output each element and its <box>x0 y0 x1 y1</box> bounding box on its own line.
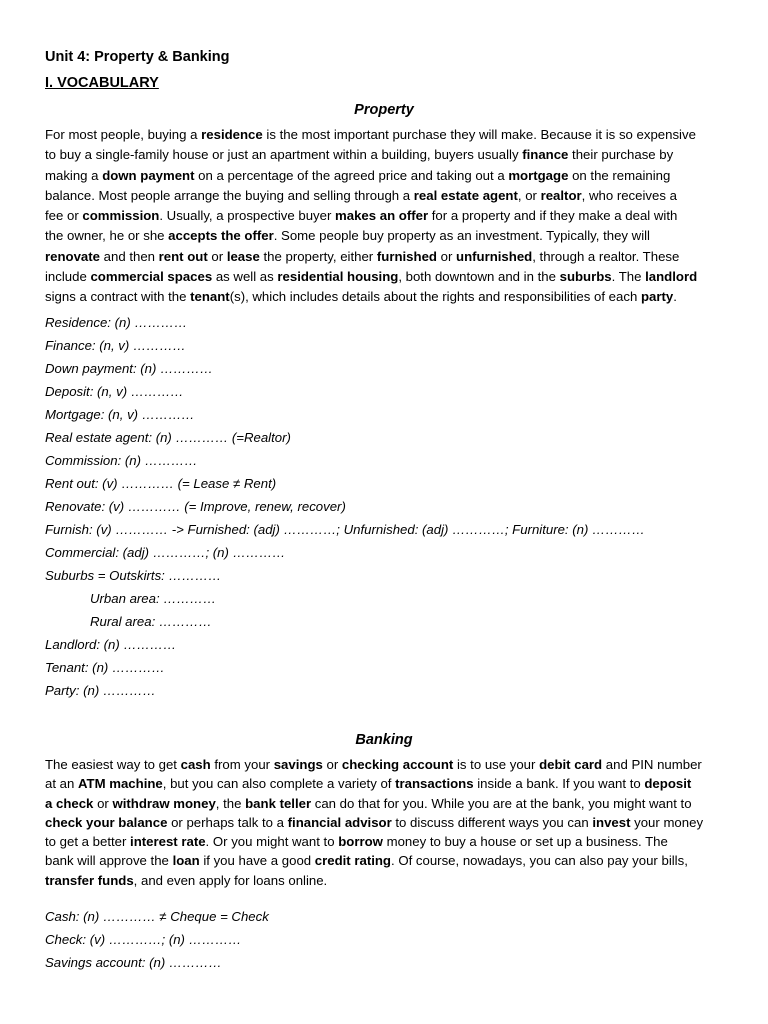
property-heading: Property <box>354 102 414 118</box>
key-term: real estate agent <box>413 187 518 203</box>
text-run: your money <box>630 814 704 830</box>
key-term: commercial spaces <box>90 269 213 285</box>
text-run: or <box>322 757 342 772</box>
text-run: the owner, he or she <box>45 228 169 244</box>
text-run: , or <box>517 187 541 203</box>
text-run: , both downtown and in the <box>398 269 560 285</box>
vocab-item: Suburbs = Outskirts: ………… <box>45 568 222 583</box>
text-run: on the remaining <box>568 167 671 183</box>
text-run: fee or <box>45 208 83 224</box>
key-term: landlord <box>645 269 698 285</box>
paragraph-line <box>45 774 725 793</box>
key-term: makes an offer <box>335 208 429 224</box>
text-run: or <box>436 248 457 264</box>
key-term: debit card <box>539 757 603 772</box>
text-run: on a percentage of the agreed price and taking out a <box>194 167 509 183</box>
property-vocab-list <box>45 311 645 702</box>
vocab-item: Down payment: (n) ………… <box>45 361 213 376</box>
key-term: check your balance <box>45 814 168 830</box>
vocab-item: Party: (n) ………… <box>45 683 156 698</box>
text-run: , the <box>215 795 246 811</box>
text-run: balance. Most people arrange the buying and selling through a <box>45 187 414 203</box>
key-term: cash <box>180 757 211 772</box>
key-term: renovate <box>45 248 100 264</box>
key-term: suburbs <box>559 269 612 285</box>
text-run: . Or you might want to <box>205 834 339 850</box>
key-term: rent out <box>158 248 208 264</box>
banking-vocab-list <box>45 905 269 974</box>
text-run: . Some people buy property as an investment. Typically, they will <box>273 228 650 244</box>
text-run: , but you can also complete a variety of <box>162 776 396 792</box>
text-run: . Usually, a prospective buyer <box>159 208 336 224</box>
vocab-item: Rent out: (v) ………… (= Lease ≠ Rent) <box>45 476 277 491</box>
text-run: their purchase by <box>568 147 674 163</box>
unit-title: Unit 4: Property & Banking <box>45 49 230 65</box>
vocab-item: Urban area: ………… <box>90 591 217 606</box>
key-term: checking account <box>341 757 454 772</box>
text-run: if you have a good <box>199 853 315 869</box>
paragraph-line <box>45 186 725 206</box>
vocab-item: Renovate: (v) ………… (= Improve, renew, recover) <box>45 499 346 514</box>
text-run: . Of course, nowadays, you can also pay your bills, <box>391 853 688 869</box>
text-run: or <box>93 795 113 811</box>
key-term: financial advisor <box>287 814 392 830</box>
paragraph-line <box>45 226 725 246</box>
text-run: for a property and if they make a deal with <box>428 208 678 224</box>
key-term: loan <box>172 853 200 869</box>
paragraph-line <box>45 851 725 870</box>
key-term: bank teller <box>245 795 312 811</box>
text-run: , and even apply for loans online. <box>133 872 328 888</box>
key-term: party <box>640 289 674 305</box>
key-term: deposit <box>644 776 692 792</box>
key-term: accepts the offer <box>168 228 274 244</box>
text-run: bank will approve the <box>45 853 173 869</box>
text-run: making a <box>45 167 103 183</box>
text-run: from your <box>210 757 274 772</box>
text-run: . <box>673 289 677 305</box>
text-run: signs a contract with the <box>45 289 191 305</box>
text-run: For most people, buying a <box>45 127 202 142</box>
key-term: lease <box>226 248 260 264</box>
vocab-item: Commission: (n) ………… <box>45 453 198 468</box>
key-term: ATM machine <box>78 776 163 792</box>
text-run: can do that for you. While you are at the bank, you might want to <box>311 795 692 811</box>
key-term: invest <box>592 814 631 830</box>
text-run: , who receives a <box>581 187 677 203</box>
text-run: or <box>207 248 227 264</box>
text-run: inside a bank. If you want to <box>473 776 645 792</box>
key-term: down payment <box>102 167 195 183</box>
key-term: withdraw money <box>112 795 216 811</box>
key-term: interest rate <box>130 834 206 850</box>
paragraph-line <box>45 755 725 774</box>
vocab-item: Cash: (n) ………… ≠ Cheque = Check <box>45 909 269 924</box>
text-run: The easiest way to get <box>45 757 181 772</box>
key-term: residence <box>201 127 263 142</box>
key-term: realtor <box>540 187 582 203</box>
key-term: tenant <box>190 289 230 305</box>
key-term: transactions <box>395 776 474 792</box>
key-term: savings <box>273 757 323 772</box>
paragraph-line <box>45 247 725 267</box>
key-term: residential housing <box>277 269 399 285</box>
paragraph-line <box>45 145 725 165</box>
vocab-item: Commercial: (adj) …………; (n) ………… <box>45 545 286 560</box>
banking-heading: Banking <box>355 732 413 748</box>
vocab-item: Finance: (n, v) ………… <box>45 338 186 353</box>
vocab-item: Check: (v) …………; (n) ………… <box>45 932 242 947</box>
text-run: to get a better <box>45 834 131 850</box>
text-run: and PIN number <box>602 757 702 772</box>
vocab-item: Tenant: (n) ………… <box>45 660 165 675</box>
key-term: finance <box>522 147 569 163</box>
key-term: furnished <box>376 248 437 264</box>
vocab-item: Savings account: (n) ………… <box>45 955 222 970</box>
text-run: . The <box>611 269 646 285</box>
text-run: to buy a single-family house or just an apartment within a building, buyers usually <box>45 147 523 163</box>
property-paragraph <box>45 125 725 308</box>
paragraph-line <box>45 125 725 145</box>
text-run: is to use your <box>453 757 540 772</box>
vocab-item: Deposit: (n, v) ………… <box>45 384 184 399</box>
key-term: credit rating <box>314 853 391 869</box>
paragraph-line <box>45 206 725 226</box>
key-term: transfer funds <box>45 872 134 888</box>
paragraph-line <box>45 813 725 832</box>
vocab-item: Rural area: ………… <box>90 614 212 629</box>
text-run: to discuss different ways you can <box>391 814 593 830</box>
key-term: a check <box>45 795 94 811</box>
vocab-item: Mortgage: (n, v) ………… <box>45 407 195 422</box>
paragraph-line <box>45 287 725 307</box>
paragraph-line <box>45 166 725 186</box>
text-run: include <box>45 269 91 285</box>
banking-paragraph <box>45 755 725 890</box>
key-term: mortgage <box>508 167 569 183</box>
vocab-item: Residence: (n) ………… <box>45 315 188 330</box>
text-run: , through a realtor. These <box>532 248 680 264</box>
key-term: unfurnished <box>456 248 533 264</box>
text-run: and then <box>99 248 159 264</box>
text-run: at an <box>45 776 78 792</box>
section-heading-vocabulary: I. VOCABULARY <box>45 75 159 91</box>
paragraph-line <box>45 267 725 287</box>
text-run: money to buy a house or set up a business. The <box>382 834 668 850</box>
text-run: (s), which includes details about the rights and responsibilities of each <box>229 289 641 305</box>
vocab-item: Landlord: (n) ………… <box>45 637 177 652</box>
text-run: or perhaps talk to a <box>167 814 288 830</box>
vocab-item: Furnish: (v) ………… -> Furnished: (adj) …………; Unfurnished: (adj) …………; Furniture: (n) ………… <box>45 522 645 537</box>
text-run: as well as <box>212 269 278 285</box>
text-run: the property, either <box>259 248 377 264</box>
paragraph-line <box>45 832 725 851</box>
key-term: borrow <box>338 834 383 850</box>
text-run: is the most important purchase they will make. Because it is so expensive <box>262 127 696 142</box>
vocab-item: Real estate agent: (n) ………… (=Realtor) <box>45 430 291 445</box>
paragraph-line <box>45 871 725 890</box>
key-term: commission <box>82 208 160 224</box>
paragraph-line <box>45 794 725 813</box>
